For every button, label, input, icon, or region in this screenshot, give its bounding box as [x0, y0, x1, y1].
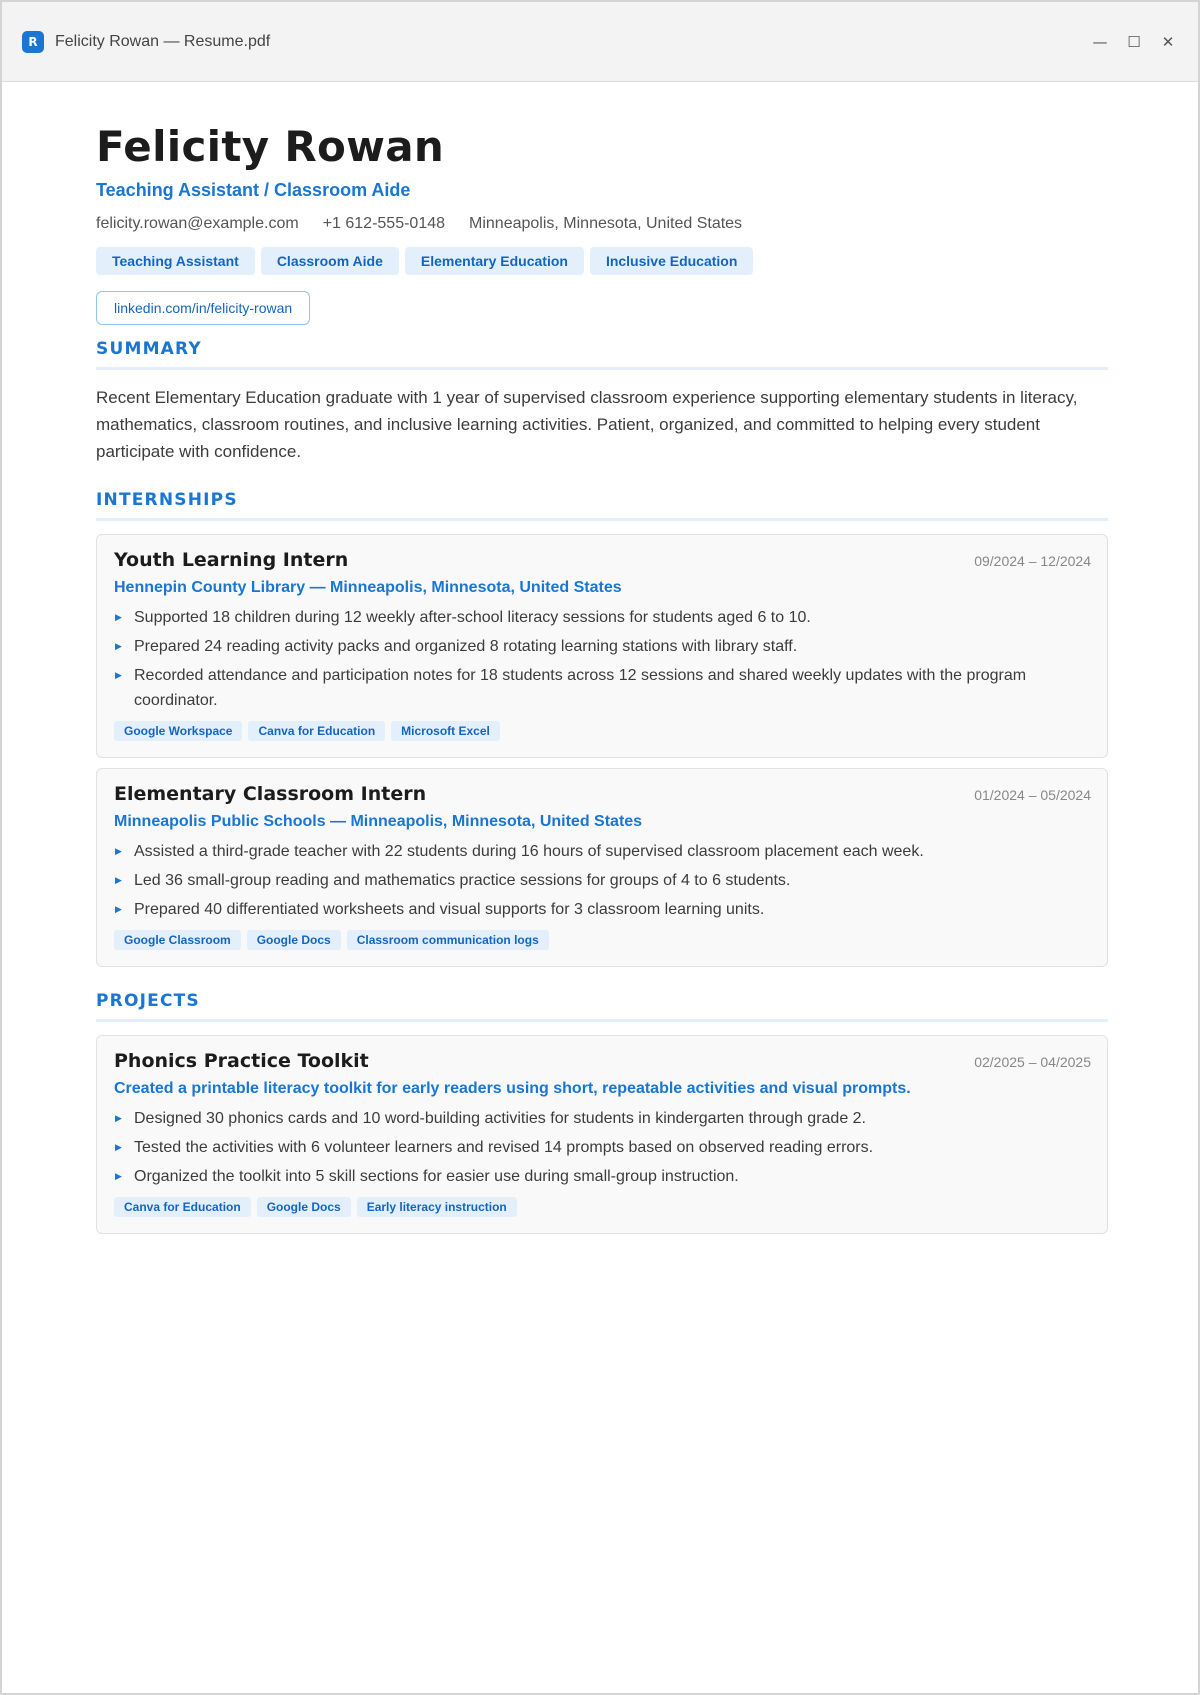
skill-tag: Google Workspace	[114, 721, 242, 741]
skill-tags	[114, 930, 1091, 950]
internship-card	[96, 768, 1108, 967]
location-text: Minneapolis, Minnesota, United States	[469, 215, 743, 233]
bullet-item	[114, 897, 1091, 922]
close-button[interactable]: ✕	[1161, 32, 1175, 51]
bullet-marker-icon: ▶	[115, 1172, 122, 1183]
bullet-item	[114, 1164, 1091, 1189]
bullet-marker-icon: ▶	[115, 1143, 122, 1154]
section-heading-projects: PROJECTS	[96, 991, 1108, 1022]
summary-text: Recent Elementary Education graduate with 1 year of supervised classroom experience supporting elementary students in literacy, mathematics, classroom routines, and inclusive learning activities. Patient, organized, and committed to helping every student participate with confidence.	[96, 388, 1078, 462]
keyword-list	[96, 247, 1108, 275]
bullet-marker-icon: ▶	[115, 876, 122, 887]
candidate-name: Felicity Rowan	[96, 122, 445, 171]
entry-title: Phonics Practice Toolkit	[114, 1050, 369, 1073]
window-title: Felicity Rowan — Resume.pdf	[55, 32, 271, 50]
entry-date: 02/2025 – 04/2025	[974, 1054, 1091, 1071]
bullet-marker-icon: ▶	[115, 847, 122, 858]
minimize-button[interactable]: —	[1092, 32, 1108, 51]
bullet-marker-icon: ▶	[115, 613, 122, 624]
summary-section	[96, 339, 1108, 465]
window-controls	[1090, 32, 1178, 52]
projects-section	[96, 991, 1108, 1234]
skill-tag: Classroom communication logs	[347, 930, 549, 950]
maximize-button[interactable]: ☐	[1127, 32, 1141, 51]
skill-tag: Microsoft Excel	[391, 721, 500, 741]
keyword-badge: Teaching Assistant	[96, 247, 255, 275]
internship-card	[96, 534, 1108, 758]
bullet-text: Prepared 40 differentiated worksheets and visual supports for 3 classroom learning units.	[134, 901, 765, 919]
skill-tags	[114, 1197, 1091, 1217]
bullet-item	[114, 839, 1091, 864]
internships-section	[96, 490, 1108, 967]
title-bar	[2, 2, 1198, 82]
entry-bullets	[114, 839, 1091, 922]
bullet-marker-icon: ▶	[115, 671, 122, 682]
section-heading-summary: SUMMARY	[96, 339, 1108, 370]
bullet-text: Organized the toolkit into 5 skill sections for easier use during small-group instruction.	[134, 1168, 739, 1186]
project-description: Created a printable literacy toolkit for early readers using short, repeatable activities and visual prompts.	[114, 1080, 911, 1098]
bullet-item	[114, 1106, 1091, 1131]
skill-tag: Google Classroom	[114, 930, 241, 950]
candidate-role: Teaching Assistant / Classroom Aide	[96, 180, 411, 201]
bullet-marker-icon: ▶	[115, 1114, 122, 1125]
entry-organization: Hennepin County Library — Minneapolis, Minnesota, United States	[114, 579, 622, 597]
skill-tag: Canva for Education	[114, 1197, 251, 1217]
entry-title: Youth Learning Intern	[114, 549, 349, 572]
skill-tag: Early literacy instruction	[357, 1197, 517, 1217]
bullet-text: Assisted a third-grade teacher with 22 students during 16 hours of supervised classroom placement each week.	[134, 843, 924, 861]
bullet-marker-icon: ▶	[115, 642, 122, 653]
keyword-badge: Inclusive Education	[590, 247, 753, 275]
section-heading-internships: INTERNSHIPS	[96, 490, 1108, 521]
bullet-text: Tested the activities with 6 volunteer learners and revised 14 prompts based on observed reading errors.	[134, 1139, 874, 1157]
phone-text: +1 612-555-0148	[322, 215, 446, 233]
bullet-text: Prepared 24 reading activity packs and organized 8 rotating learning stations with library staff.	[134, 638, 798, 656]
entry-bullets	[114, 1106, 1091, 1189]
project-card	[96, 1035, 1108, 1234]
bullet-item	[114, 868, 1091, 893]
entry-organization: Minneapolis Public Schools — Minneapolis, Minnesota, United States	[114, 813, 643, 831]
resume-page	[96, 82, 1108, 1234]
entry-bullets	[114, 605, 1091, 713]
entry-date: 01/2024 – 05/2024	[974, 787, 1091, 804]
contact-line	[96, 215, 1108, 233]
entry-title: Elementary Classroom Intern	[114, 783, 427, 806]
bullet-text: Designed 30 phonics cards and 10 word-building activities for students in kindergarten through grade 2.	[134, 1110, 866, 1128]
linkedin-link[interactable]: linkedin.com/in/felicity-rowan	[96, 291, 310, 325]
bullet-text: Recorded attendance and participation notes for 18 students across 12 sessions and shared weekly updates with the program coordinator.	[134, 667, 1027, 710]
bullet-item	[114, 1135, 1091, 1160]
keyword-badge: Classroom Aide	[261, 247, 399, 275]
bullet-item	[114, 605, 1091, 630]
bullet-item	[114, 634, 1091, 659]
skill-tag: Google Docs	[247, 930, 341, 950]
bullet-text: Led 36 small-group reading and mathematics practice sessions for groups of 4 to 6 students.	[134, 872, 791, 890]
entry-date: 09/2024 – 12/2024	[974, 553, 1091, 570]
app-logo-icon: R	[22, 31, 44, 53]
bullet-text: Supported 18 children during 12 weekly after-school literacy sessions for students aged 6 to 10.	[134, 609, 811, 627]
skill-tag: Google Docs	[257, 1197, 351, 1217]
skill-tag: Canva for Education	[248, 721, 385, 741]
keyword-badge: Elementary Education	[405, 247, 584, 275]
skill-tags	[114, 721, 1091, 741]
bullet-marker-icon: ▶	[115, 905, 122, 916]
bullet-item	[114, 663, 1091, 713]
email-text: felicity.rowan@example.com	[96, 215, 299, 233]
